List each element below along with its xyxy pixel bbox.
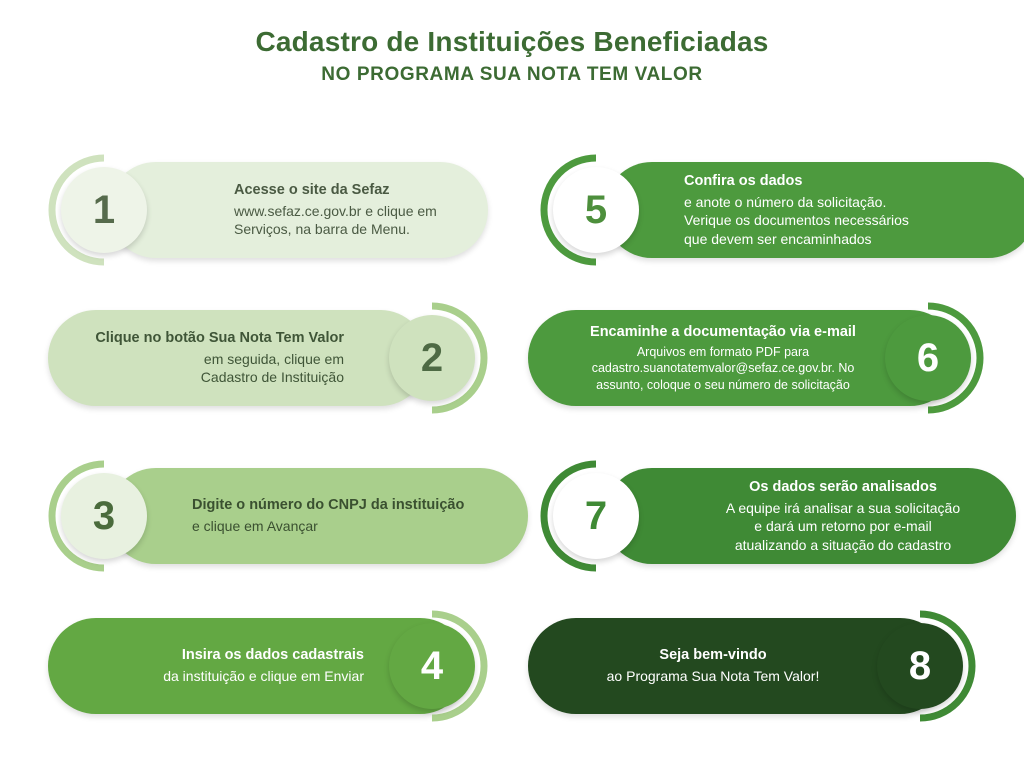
step-badge-1 — [48, 154, 160, 266]
step-body-5c: que devem ser encaminhados — [684, 230, 872, 247]
step-number-1: 1 — [61, 167, 147, 253]
step-number-3: 3 — [61, 473, 147, 559]
step-body-6c: assunto, coloque o seu número de solicitação — [596, 377, 850, 392]
step-card-2 — [48, 296, 488, 408]
step-card-8 — [528, 604, 968, 716]
step-badge-3 — [48, 460, 160, 572]
step-body-2a: em seguida, clique em — [203, 350, 344, 367]
page-title: Cadastro de Instituições Beneficiadas — [255, 26, 769, 57]
step-body-7c: atualizando a situação do cadastro — [734, 536, 952, 553]
step-number-8: 8 — [877, 623, 963, 709]
step-head-8: Seja bem-vindo — [659, 647, 767, 664]
step-body-4a: da instituição e clique em Enviar — [163, 668, 364, 685]
step-card-3 — [48, 454, 488, 566]
step-text-6 — [538, 310, 908, 406]
step-head-4: Insira os dados cadastrais — [181, 647, 364, 664]
step-text-1 — [208, 162, 488, 258]
step-text-5 — [668, 162, 1024, 258]
step-text-4 — [60, 618, 390, 714]
step-badge-5 — [540, 154, 652, 266]
step-body-5b: Verique os documentos necessários — [684, 212, 909, 229]
step-text-7 — [670, 468, 1016, 564]
step-card-4 — [48, 604, 488, 716]
step-card-7 — [540, 454, 980, 566]
step-badge-2 — [376, 302, 488, 414]
step-body-3a: e clique em Avançar — [192, 518, 318, 535]
step-head-7: Os dados serão analisados — [749, 478, 937, 495]
step-body-5a: e anote o número da solicitação. — [684, 193, 887, 210]
step-text-2 — [60, 310, 370, 406]
page-subtitle: NO PROGRAMA SUA NOTA TEM VALOR — [321, 64, 703, 86]
step-card-5 — [540, 148, 980, 260]
step-number-2: 2 — [389, 315, 475, 401]
step-number-4: 4 — [389, 623, 475, 709]
step-body-1a: www.sefaz.ce.gov.br e clique em — [234, 202, 437, 219]
step-head-5: Confira os dados — [684, 172, 803, 189]
header — [0, 26, 1024, 86]
step-card-6 — [528, 296, 968, 408]
step-body-8a: ao Programa Sua Nota Tem Valor! — [606, 668, 820, 685]
step-number-6: 6 — [885, 315, 971, 401]
step-body-7b: e dará um retorno por e-mail — [754, 518, 932, 535]
step-head-6: Encaminhe a documentação via e-mail — [590, 323, 856, 340]
step-body-6b: cadastro.suanotatemvalor@sefaz.ce.gov.br. No — [591, 361, 855, 376]
step-body-7a: A equipe irá analisar a sua solicitação — [725, 499, 961, 516]
step-card-1 — [48, 148, 488, 260]
step-number-5: 5 — [553, 167, 639, 253]
step-number-7: 7 — [553, 473, 639, 559]
step-body-6a: Arquivos em formato PDF para — [636, 344, 810, 359]
step-body-1b: Serviços, na barra de Menu. — [234, 221, 410, 238]
step-head-2: Clique no botão Sua Nota Tem Valor — [95, 330, 344, 347]
step-head-1: Acesse o site da Sefaz — [234, 182, 390, 199]
step-badge-7 — [540, 460, 652, 572]
step-badge-4 — [376, 610, 488, 722]
step-text-8 — [538, 618, 888, 714]
step-text-3 — [166, 468, 496, 564]
step-body-2b: Cadastro de Instituição — [200, 369, 344, 386]
step-head-3: Digite o número do CNPJ da instituição — [192, 497, 465, 514]
